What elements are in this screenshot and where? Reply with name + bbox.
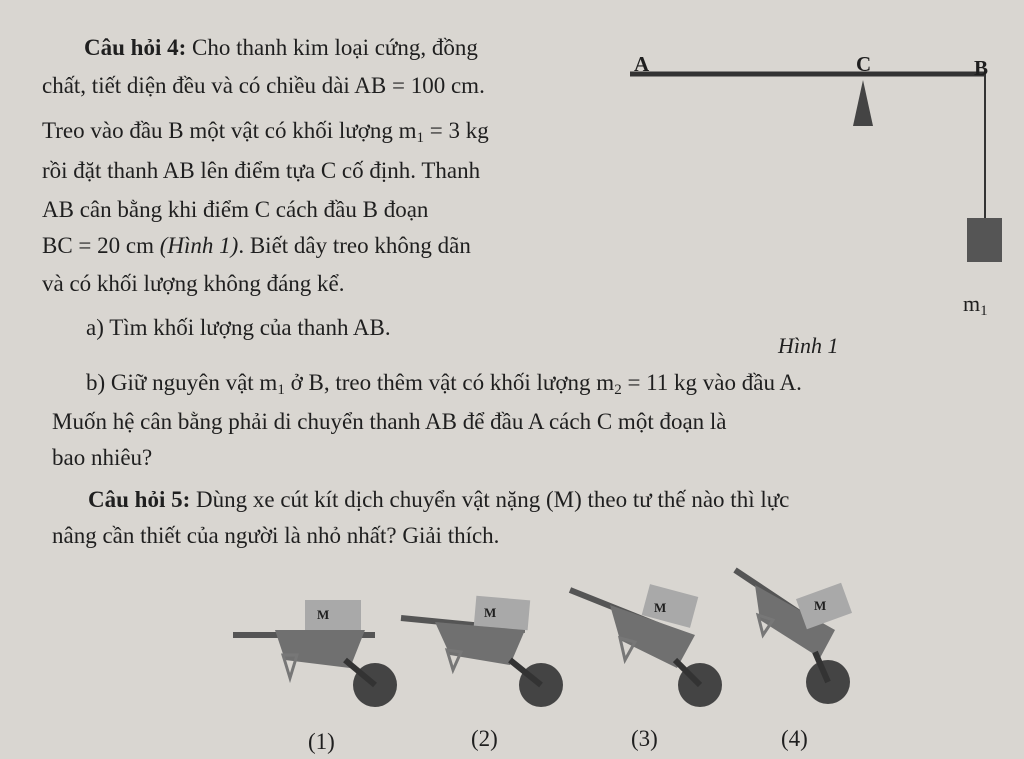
q5-line-2: nâng cần thiết của người là nhỏ nhất? Giải thích. [52, 523, 500, 548]
q4-part-b-line-1 [86, 369, 802, 404]
q4-line-7: và có khối lượng không đáng kể. [42, 271, 345, 296]
q4-bc-value: BC = 20 cm [42, 233, 155, 258]
q4-part-a: a) Tìm khối lượng của thanh AB. [86, 315, 391, 340]
caption-1: (1) [308, 729, 335, 754]
q5-line-1 [88, 486, 789, 514]
pb-t2: ở B, treo thêm vật có khối lượng m [284, 370, 615, 395]
q4-line-6 [42, 232, 471, 260]
m1-sub: 1 [416, 130, 425, 146]
q4-text-1: Cho thanh kim loại cứng, đồng [192, 35, 478, 60]
q4-line-5: AB cân bằng khi điểm C cách đầu B đoạn [42, 197, 429, 222]
q4-part-b-line-3: bao nhiêu? [52, 445, 153, 470]
wheelbarrow-1 [233, 600, 397, 707]
pb-s2: 2 [614, 382, 622, 398]
mass-m1 [967, 218, 1002, 262]
wb2-load-label: M [484, 605, 497, 620]
wheelbarrow-4 [735, 570, 852, 704]
mass-sub: 1 [980, 303, 988, 319]
q5-text-1: Dùng xe cút kít dịch chuyển vật nặng (M) theo tư thế nào thì lực [196, 487, 790, 512]
caption-4: (4) [781, 726, 808, 751]
label-b: B [974, 56, 989, 80]
caption-2: (2) [471, 726, 498, 751]
mass-symbol: m [963, 291, 981, 316]
q4-part-b-line-2: Muốn hệ cân bằng phải di chuyển thanh AB để đầu A cách C một đoạn là [52, 409, 727, 434]
figure1-caption: Hình 1 [778, 333, 839, 358]
q4-line-4: rồi đặt thanh AB lên điểm tựa C cố định. Thanh [42, 158, 481, 183]
caption-3: (3) [631, 726, 658, 751]
q4-line-3 [42, 117, 489, 152]
wb4-load-label: M [814, 598, 827, 613]
lever-figure [615, 40, 1015, 370]
q4-text-3: Treo vào đầu B một vật có khối lượng [42, 118, 393, 143]
m1-inline [398, 118, 489, 146]
wheelbarrow-3 [570, 584, 722, 707]
wb3-load-label: M [654, 600, 667, 615]
q4-line-2: chất, tiết diện đều và có chiều dài AB = 100 cm. [42, 73, 485, 98]
m1-symbol: m [398, 118, 417, 143]
wheelbarrows-figure [225, 560, 865, 720]
label-c: C [856, 52, 872, 76]
q4-fig-ref: (Hình 1) [159, 233, 239, 258]
mass-label [963, 290, 988, 325]
pb-t3: = 11 kg vào đầu A. [621, 370, 802, 395]
m1-value: = 3 kg [424, 118, 489, 143]
pb-s1: 1 [277, 382, 285, 398]
pb-t1: b) Giữ nguyên vật m [86, 370, 278, 395]
pivot-c [853, 80, 873, 126]
wb1-load-label: M [317, 607, 330, 622]
q5-title: Câu hỏi 5: [88, 487, 191, 512]
wheelbarrow-2 [401, 596, 563, 707]
q4-text-6: . Biết dây treo không dãn [238, 233, 471, 258]
label-a: A [634, 52, 650, 76]
q4-title: Câu hỏi 4: [84, 35, 187, 60]
q4-line-1 [84, 34, 478, 62]
